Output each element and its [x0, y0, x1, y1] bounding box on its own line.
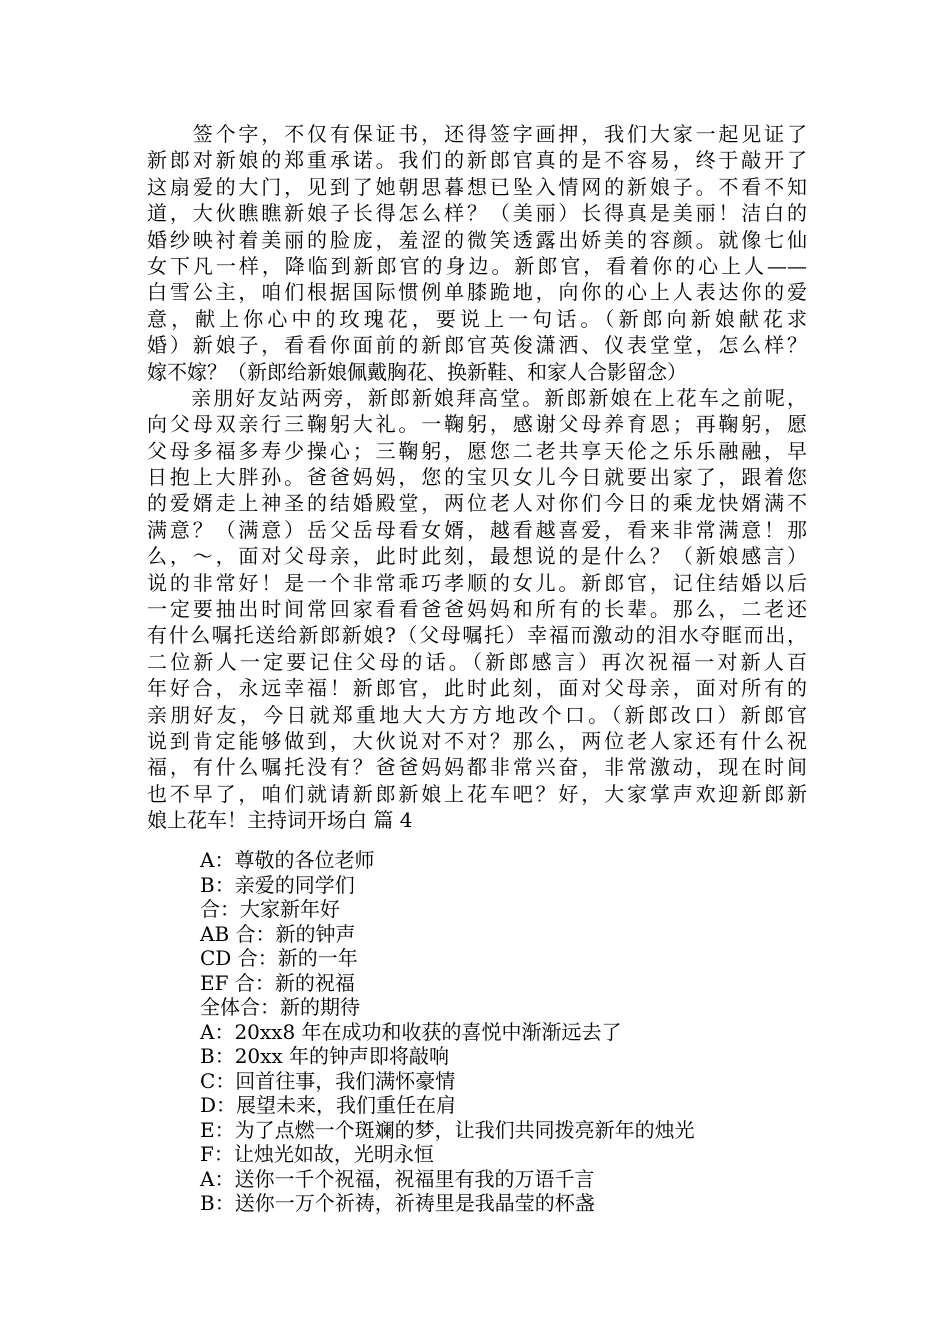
paragraph-1	[147, 121, 807, 385]
dialogue-line: CD 合：新的一年	[200, 946, 358, 970]
dialogue-line: A：20xx8 年在成功和收获的喜悦中渐渐远去了	[200, 1019, 622, 1044]
text-line: 么，～，面对父母亲，此时此刻，最想说的是什么？（新娘感言）	[147, 544, 807, 569]
text-line: 日抱上大胖孙。爸爸妈妈，您的宝贝女儿今日就要出家了，跟着您	[147, 465, 807, 490]
dialogue-line: B：亲爱的同学们	[200, 872, 355, 897]
text-line: 亲朋好友站两旁，新郎新娘拜高堂。新郎新娘在上花车之前呢，	[147, 385, 807, 410]
text-line: 也不早了，咱们就请新郎新娘上花车吧？好，大家掌声欢迎新郎新	[147, 781, 807, 806]
text-line: 父母多福多寿少操心；三鞠躬，愿您二老共享天伦之乐乐融融，早	[147, 438, 807, 463]
text-line: 向父母双亲行三鞠躬大礼。一鞠躬，感谢父母养育恩；再鞠躬，愿	[147, 412, 807, 437]
text-line: 二位新人一定要记住父母的话。（新郎感言）再次祝福一对新人百	[147, 649, 807, 674]
dialogue-line: F：让烛光如故，光明永恒	[200, 1142, 434, 1166]
text-line: 福，有什么嘱托没有？爸爸妈妈都非常兴奋，非常激动，现在时间	[147, 755, 807, 780]
dialogue-line: 合：大家新年好	[200, 897, 340, 921]
text-line: 说的非常好！是一个非常乖巧孝顺的女儿。新郎官，记住结婚以后	[147, 570, 807, 595]
dialogue-line: C：回首往事，我们满怀豪情	[200, 1068, 456, 1093]
dialogue-line: A：尊敬的各位老师	[200, 848, 375, 872]
body-text	[147, 121, 807, 834]
dialogue-line: B：20xx 年的钟声即将敲响	[200, 1044, 450, 1068]
text-line: 这扇爱的大门，见到了她朝思暮想已坠入情网的新娘子。不看不知	[147, 174, 807, 199]
text-line: 的爱婿走上神圣的结婚殿堂，两位老人对你们今日的乘龙快婿满不	[147, 491, 807, 516]
text-line: 意，献上你心中的玫瑰花，要说上一句话。（新郎向新娘献花求	[147, 306, 807, 331]
text-line: 亲朋好友，今日就郑重地大大方方地改个口。（新郎改口）新郎官	[147, 702, 807, 727]
text-line: 娘上花车！主持词开场白 篇 4	[147, 808, 413, 833]
text-line: 嫁不嫁？（新郎给新娘佩戴胸花、换新鞋、和家人合影留念）	[147, 359, 687, 384]
text-line: 签个字，不仅有保证书，还得签字画押，我们大家一起见证了	[147, 122, 807, 146]
text-line: 道，大伙瞧瞧新娘子长得怎么样？（美丽）长得真是美丽！洁白的	[147, 201, 807, 226]
text-line: 满意？（满意）岳父岳母看女婿，越看越喜爱，看来非常满意！那	[147, 517, 807, 542]
dialogue-line: 全体合：新的期待	[200, 995, 360, 1019]
dialogue-line: D：展望未来，我们重任在肩	[200, 1093, 457, 1117]
dialogue-line: B：送你一万个祈祷，祈祷里是我晶莹的杯盏	[200, 1191, 595, 1215]
text-line: 有什么嘱托送给新郎新娘?（父母嘱托）幸福而激动的泪水夺眶而出，	[147, 623, 807, 648]
dialogue-script	[200, 848, 800, 1216]
dialogue-line: EF 合：新的祝福	[200, 970, 355, 995]
text-line: 婚）新娘子，看看你面前的新郎官英俊潇洒、仪表堂堂，怎么样？	[147, 333, 807, 358]
text-line: 新郎对新娘的郑重承诺。我们的新郎官真的是不容易，终于敲开了	[147, 148, 807, 173]
dialogue-line: A：送你一千个祝福，祝福里有我的万语千言	[200, 1166, 595, 1191]
text-line: 女下凡一样，降临到新郎官的身边。新郎官，看着你的心上人——	[147, 253, 807, 278]
text-line: 白雪公主，咱们根据国际惯例单膝跪地，向你的心上人表达你的爱	[147, 280, 807, 305]
paragraph-2	[147, 385, 807, 834]
text-line: 年好合，永远幸福！新郎官，此时此刻，面对父母亲，面对所有的	[147, 676, 807, 701]
text-line: 一定要抽出时间常回家看看爸爸妈妈和所有的长辈。那么，二老还	[147, 597, 807, 622]
text-line: 说到肯定能够做到，大伙说对不对？那么，两位老人家还有什么祝	[147, 728, 807, 753]
dialogue-line: E：为了点燃一个斑斓的梦，让我们共同拨亮新年的烛光	[200, 1117, 695, 1142]
text-line: 婚纱映衬着美丽的脸庞，羞涩的微笑透露出娇美的容颜。就像七仙	[147, 227, 807, 252]
dialogue-line: AB 合：新的钟声	[200, 921, 356, 946]
